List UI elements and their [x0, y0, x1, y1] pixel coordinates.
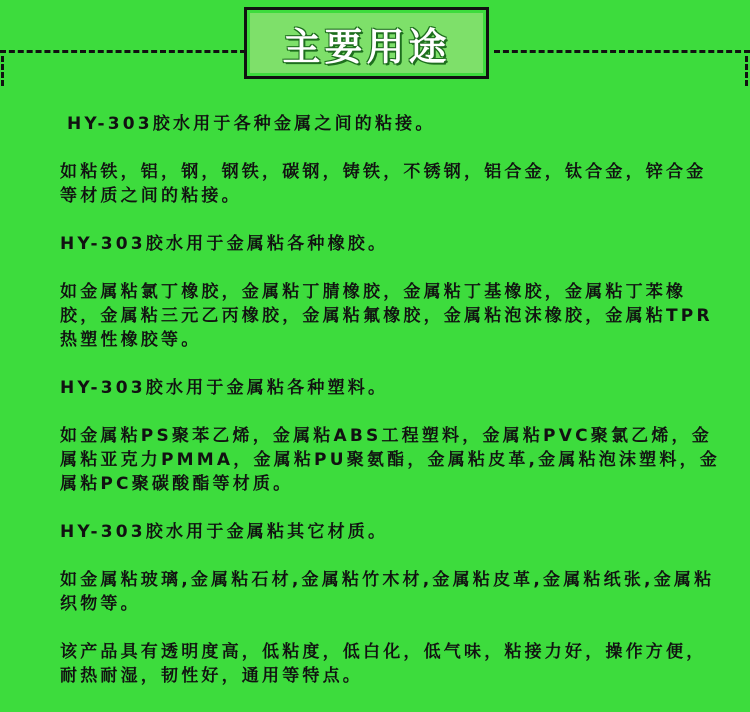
header-dashed-line-right — [494, 50, 750, 53]
paragraph-metal-to-metal-heading: HY-303胶水用于各种金属之间的粘接。 — [67, 114, 436, 134]
paragraph-metal-to-metal-detail: 如粘铁，铝，钢，钢铁，碳钢，铸铁，不锈钢，铝合金，钛合金，锌合金等材质之间的粘接。 — [60, 162, 707, 206]
content-body — [60, 112, 720, 712]
paragraph-metal-to-other-detail: 如金属粘玻璃,金属粘石材,金属粘竹木材,金属粘皮革,金属粘纸张,金属粘织物等。 — [60, 570, 715, 614]
header-dashed-line-left — [0, 50, 246, 53]
page-title: 主要用途 — [282, 24, 451, 69]
paragraph-metal-to-other-heading: HY-303胶水用于金属粘其它材质。 — [60, 522, 389, 542]
paragraph-metal-to-plastic-heading: HY-303胶水用于金属粘各种塑料。 — [60, 378, 389, 398]
title-box — [244, 7, 489, 79]
paragraph-product-features: 该产品具有透明度高，低粘度，低白化，低气味，粘接力好，操作方便，耐热耐湿，韧性好，通用等特点。 — [60, 642, 707, 686]
title-inner — [250, 13, 483, 73]
paragraph-metal-to-rubber-heading: HY-303胶水用于金属粘各种橡胶。 — [60, 234, 389, 254]
paragraph-metal-to-rubber-detail: 如金属粘氯丁橡胶，金属粘丁腈橡胶，金属粘丁基橡胶，金属粘丁苯橡胶，金属粘三元乙丙橡胶，金属粘氟橡胶，金属粘泡沫橡胶，金属粘TPR热塑性橡胶等。 — [60, 282, 713, 350]
corner-dash-left — [1, 56, 4, 86]
corner-dash-right — [745, 56, 748, 86]
paragraph-metal-to-plastic-detail: 如金属粘PS聚苯乙烯，金属粘ABS工程塑料，金属粘PVC聚氯乙烯，金属粘亚克力PMMA，金属粘PU聚氨酯，金属粘皮革,金属粘泡沫塑料，金属粘PC聚碳酸酯等材质。 — [60, 426, 720, 494]
